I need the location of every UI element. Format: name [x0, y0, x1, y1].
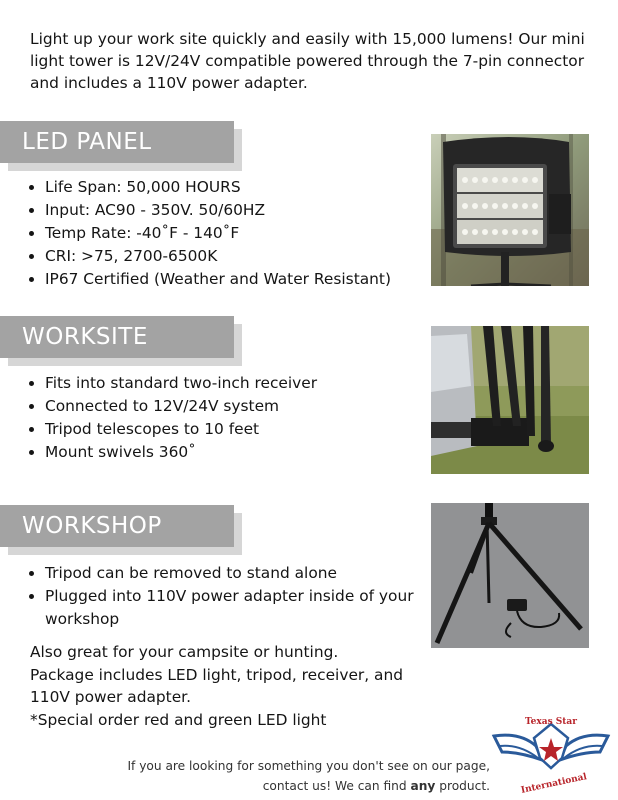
texas-star-logo — [490, 712, 612, 796]
footer-text: contact us! We can find — [262, 779, 411, 793]
closing-text — [30, 641, 450, 731]
section-heading: LED PANEL — [0, 121, 234, 163]
list-item: • Input: AC90 - 350V. 50/60HZ — [45, 199, 391, 222]
worksite-photo — [431, 326, 589, 474]
list-item: • IP67 Certified (Weather and Water Resistant) — [45, 268, 391, 291]
list-item: • CRI: >75, 2700-6500K — [45, 245, 391, 268]
closing-line: Also great for your campsite or hunting. — [30, 643, 339, 661]
footer-text: product. — [435, 779, 490, 793]
workshop-photo — [431, 503, 589, 648]
led-panel-photo — [431, 134, 589, 286]
list-item: • Tripod telescopes to 10 feet — [45, 418, 317, 441]
footer-emphasis: any — [410, 779, 436, 793]
list-item: • Fits into standard two-inch receiver — [45, 372, 317, 395]
footer-note — [127, 756, 490, 796]
list-item: • Connected to 12V/24V system — [45, 395, 317, 418]
list-item: • Plugged into 110V power adapter inside of your workshop — [45, 585, 445, 631]
led-panel-spec-list — [18, 176, 391, 291]
list-item: • Temp Rate: -40˚F - 140˚F — [45, 222, 391, 245]
intro-paragraph: Light up your work site quickly and easily with 15,000 lumens! Our mini light tower is 12V/24V compatible powered through the 7-pin connector and includes a 110V power adapter. — [30, 30, 585, 92]
section-heading: WORKSITE — [0, 316, 234, 358]
logo-top-text: Texas Star — [524, 717, 578, 727]
list-item: • Tripod can be removed to stand alone — [45, 562, 445, 585]
closing-line: Package includes LED light, tripod, receiver, and — [30, 665, 403, 684]
list-item: • Life Span: 50,000 HOURS — [45, 176, 391, 199]
section-banner-led-panel — [0, 121, 234, 163]
section-banner-workshop — [0, 505, 234, 547]
logo-bottom-text: International — [520, 772, 588, 796]
closing-line: *Special order red and green LED light — [30, 710, 327, 729]
footer-line — [127, 776, 490, 796]
workshop-feature-list — [18, 562, 445, 631]
section-banner-worksite — [0, 316, 234, 358]
footer-line: If you are looking for something you don't see on our page, — [127, 759, 490, 773]
list-item: • Mount swivels 360˚ — [45, 441, 317, 464]
closing-line: 110V power adapter. — [30, 688, 191, 706]
section-heading: WORKSHOP — [0, 505, 234, 547]
worksite-feature-list — [18, 372, 317, 464]
